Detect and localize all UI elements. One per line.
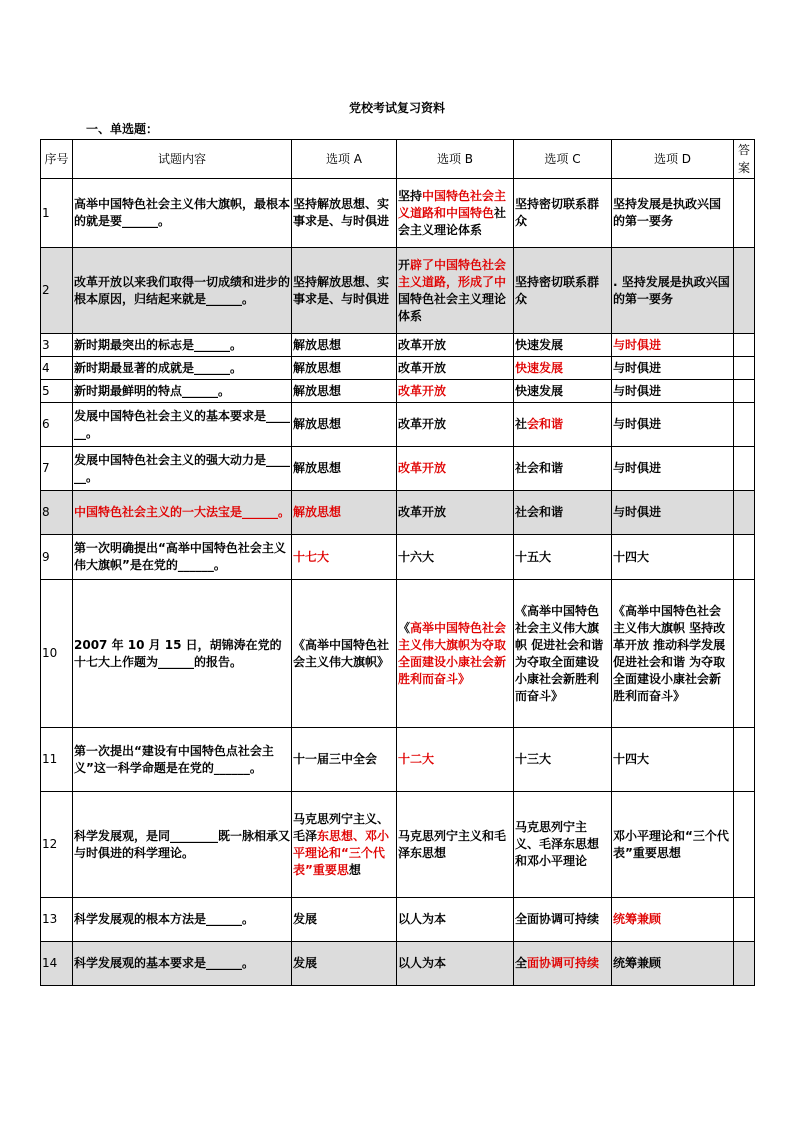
option-b: 改革开放 <box>397 403 514 447</box>
question-number: 3 <box>41 334 73 357</box>
option-b-highlight: 高举中国特色社会主义伟大旗帜为夺取全面建设小康社会新胜利而奋斗》 <box>398 620 507 686</box>
question-table <box>40 139 755 986</box>
answer-cell <box>734 942 755 986</box>
option-b <box>397 179 514 248</box>
option-d: 邓小平理论和“三个代表”重要思想 <box>612 792 734 898</box>
option-d: 十四大 <box>612 728 734 792</box>
option-d: 与时俱进 <box>612 380 734 403</box>
option-a: 十一届三中全会 <box>292 728 397 792</box>
section-heading: 一、单选题： <box>86 122 159 136</box>
option-a: 解放思想 <box>292 380 397 403</box>
answer-cell <box>734 792 755 898</box>
option-b-part: 国特色社会主义理论体系 <box>398 291 507 323</box>
header-option-b: 选项 B <box>397 140 514 179</box>
table-row <box>41 792 755 898</box>
option-c: 全面协调可持续 <box>514 898 612 942</box>
answer-cell <box>734 898 755 942</box>
answer-cell <box>734 447 755 491</box>
option-c: 十三大 <box>514 728 612 792</box>
option-c <box>514 942 612 986</box>
option-b: 马克思列宁主义和毛泽东思想 <box>397 792 514 898</box>
table-row <box>41 380 755 403</box>
option-d: . 坚持发展是执政兴国的第一要务 <box>612 248 734 334</box>
option-c-part: 社 <box>515 417 528 431</box>
option-a <box>292 792 397 898</box>
question-content: 发展中国特色社会主义的基本要求是______。 <box>73 403 292 447</box>
question-content: 发展中国特色社会主义的强大动力是______。 <box>73 447 292 491</box>
option-b-part: 《 <box>398 620 411 635</box>
option-a: 解放思想 <box>292 403 397 447</box>
answer-cell <box>734 357 755 380</box>
option-b: 改革开放 <box>397 357 514 380</box>
option-c-highlight: 面协调可持续 <box>527 956 600 970</box>
answer-cell <box>734 580 755 728</box>
question-content: 中国特色社会主义的一大法宝是______。 <box>73 491 292 535</box>
header-content: 试题内容 <box>73 140 292 179</box>
option-b: 以人为本 <box>397 898 514 942</box>
answer-cell <box>734 403 755 447</box>
option-d: 与时俱进 <box>612 491 734 535</box>
option-c: 十五大 <box>514 535 612 580</box>
header-option-c: 选项 C <box>514 140 612 179</box>
question-content: 新时期最显著的成就是______。 <box>73 357 292 380</box>
option-a: 坚持解放思想、实事求是、与时俱进 <box>292 179 397 248</box>
question-number: 4 <box>41 357 73 380</box>
answer-cell <box>734 380 755 403</box>
question-content: 科学发展观的根本方法是______。 <box>73 898 292 942</box>
question-content: 新时期最鲜明的特点______。 <box>73 380 292 403</box>
option-a: 发展 <box>292 942 397 986</box>
option-a: 解放思想 <box>292 491 397 535</box>
option-b-part: 坚持 <box>398 188 423 203</box>
question-content: 科学发展观，是同________既一脉相承又与时俱进的科学理论。 <box>73 792 292 898</box>
option-d: 十四大 <box>612 535 734 580</box>
answer-cell <box>734 728 755 792</box>
question-number: 7 <box>41 447 73 491</box>
table-row <box>41 248 755 334</box>
option-c: 坚持密切联系群众 <box>514 248 612 334</box>
option-a: 发展 <box>292 898 397 942</box>
question-content: 新时期最突出的标志是______。 <box>73 334 292 357</box>
header-option-a: 选项 A <box>292 140 397 179</box>
question-content: 高举中国特色社会主义伟大旗帜，最根本的就是要______。 <box>73 179 292 248</box>
option-c-highlight: 会和谐 <box>527 417 564 431</box>
option-b <box>397 248 514 334</box>
question-number: 13 <box>41 898 73 942</box>
option-b <box>397 580 514 728</box>
header-option-d: 选项 D <box>612 140 734 179</box>
option-c <box>514 403 612 447</box>
option-d: 与时俱进 <box>612 447 734 491</box>
option-b-part: 开 <box>398 257 411 272</box>
table-row <box>41 942 755 986</box>
question-number: 9 <box>41 535 73 580</box>
question-number: 2 <box>41 248 73 334</box>
question-content: 2007 年 10 月 15 日，胡锦涛在党的十七大上作题为______的报告。 <box>73 580 292 728</box>
option-a: 解放思想 <box>292 357 397 380</box>
option-b-part: 社会主义理论体系 <box>398 205 507 237</box>
option-c-part: 全 <box>515 956 528 970</box>
question-number: 1 <box>41 179 73 248</box>
option-b-highlight: 中国特色社会主义道路和中国特色 <box>398 188 507 220</box>
question-content: 科学发展观的基本要求是______。 <box>73 942 292 986</box>
option-d: 与时俱进 <box>612 403 734 447</box>
option-a-highlight: 东思想、邓小平理论和“三个代表”重要思 <box>293 828 390 877</box>
answer-cell <box>734 535 755 580</box>
question-number: 11 <box>41 728 73 792</box>
option-c: 快速发展 <box>514 380 612 403</box>
option-b: 改革开放 <box>397 380 514 403</box>
table-row <box>41 179 755 248</box>
option-a: 十七大 <box>292 535 397 580</box>
option-c: 坚持密切联系群众 <box>514 179 612 248</box>
option-c: 社会和谐 <box>514 447 612 491</box>
question-number: 6 <box>41 403 73 447</box>
option-d: 《高举中国特色社会主义伟大旗帜 坚持改革开放 推动科学发展 促进社会和谐 为夺取全面建设小康社会新胜利而奋斗》 <box>612 580 734 728</box>
table-row <box>41 357 755 380</box>
table-row <box>41 491 755 535</box>
option-a: 解放思想 <box>292 447 397 491</box>
answer-cell <box>734 491 755 535</box>
option-b: 十六大 <box>397 535 514 580</box>
answer-cell <box>734 334 755 357</box>
question-number: 12 <box>41 792 73 898</box>
question-number: 5 <box>41 380 73 403</box>
table-row <box>41 580 755 728</box>
option-a: 解放思想 <box>292 334 397 357</box>
answer-cell <box>734 179 755 248</box>
option-c: 快速发展 <box>514 357 612 380</box>
header-answer-2: 案 <box>737 161 750 175</box>
option-c: 社会和谐 <box>514 491 612 535</box>
option-d: 与时俱进 <box>612 334 734 357</box>
option-a: 《高举中国特色社会主义伟大旗帜》 <box>292 580 397 728</box>
answer-cell <box>734 248 755 334</box>
header-row <box>41 140 755 179</box>
question-content: 改革开放以来我们取得一切成绩和进步的根本原因，归结起来就是______。 <box>73 248 292 334</box>
option-b: 改革开放 <box>397 447 514 491</box>
option-b-highlight: 辟了中国特色社会主义道路，形成了中 <box>398 257 507 289</box>
question-content: 第一次明确提出“高举中国特色社会主义伟大旗帜”是在党的______。 <box>73 535 292 580</box>
table-row <box>41 535 755 580</box>
option-b: 改革开放 <box>397 491 514 535</box>
table-row <box>41 898 755 942</box>
header-answer <box>734 140 755 179</box>
option-c: 《高举中国特色社会主义伟大旗帜 促进社会和谐 为夺取全面建设小康社会新胜利而奋斗》 <box>514 580 612 728</box>
table-row <box>41 447 755 491</box>
table-row <box>41 403 755 447</box>
option-a-part: 马克思列宁主义、毛泽 <box>293 811 390 843</box>
document-title: 党校考试复习资料 <box>348 101 445 115</box>
option-b: 十二大 <box>397 728 514 792</box>
question-number: 10 <box>41 580 73 728</box>
option-a-part: 想 <box>348 862 361 877</box>
header-answer-1: 答 <box>737 143 750 157</box>
question-number: 8 <box>41 491 73 535</box>
option-c: 快速发展 <box>514 334 612 357</box>
option-d: 统筹兼顾 <box>612 898 734 942</box>
question-number: 14 <box>41 942 73 986</box>
option-c: 马克思列宁主义、毛泽东思想和邓小平理论 <box>514 792 612 898</box>
table-row <box>41 728 755 792</box>
option-b: 改革开放 <box>397 334 514 357</box>
option-b: 以人为本 <box>397 942 514 986</box>
question-content: 第一次提出“建设有中国特色点社会主义”这一科学命题是在党的______。 <box>73 728 292 792</box>
option-d: 坚持发展是执政兴国的第一要务 <box>612 179 734 248</box>
option-a: 坚持解放思想、实事求是、与时俱进 <box>292 248 397 334</box>
table-row <box>41 334 755 357</box>
option-d: 统筹兼顾 <box>612 942 734 986</box>
option-d: 与时俱进 <box>612 357 734 380</box>
header-no: 序号 <box>41 140 73 179</box>
